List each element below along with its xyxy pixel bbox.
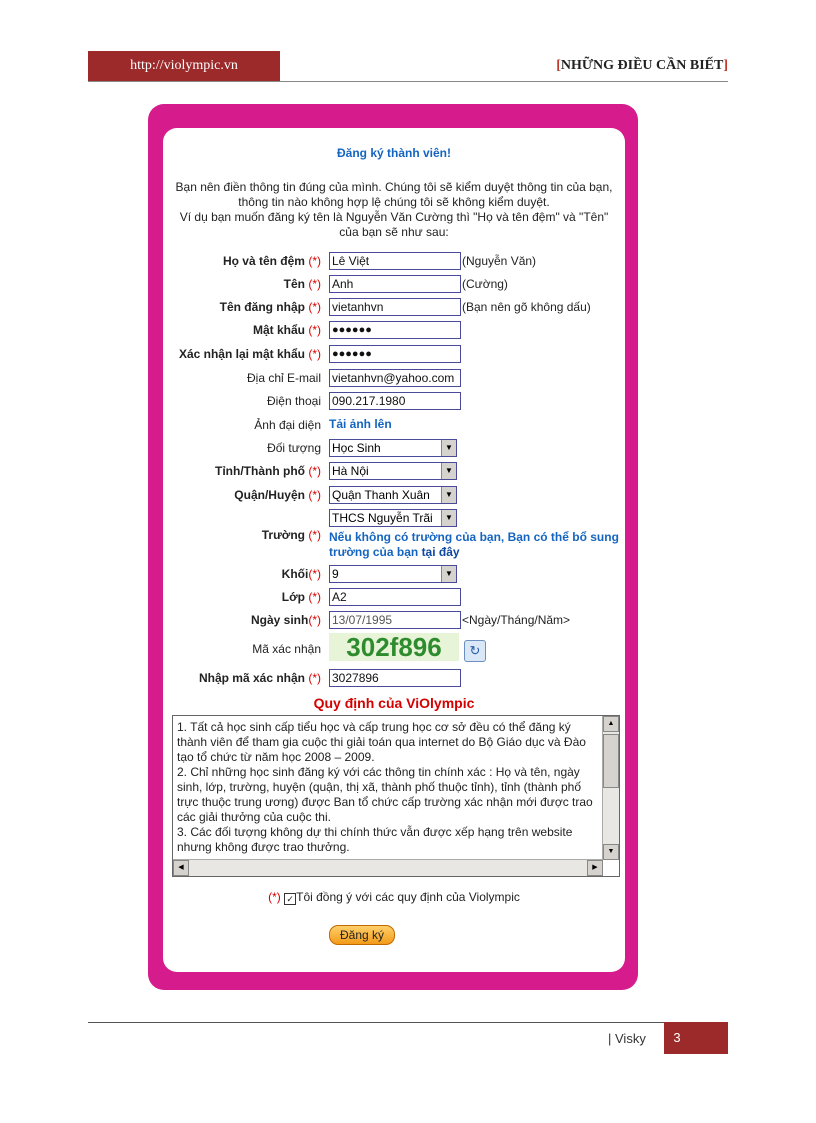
password-input[interactable]: ●●●●●● xyxy=(329,321,461,339)
form-intro: Bạn nên điền thông tin đúng của mình. Chúng tôi sẽ kiểm duyệt thông tin của bạn, thông tin nào không hợp lệ chúng tôi sẽ không kiểm duyệt. Ví dụ bạn muốn đăng ký tên là Nguyễn Văn Cường thì "Họ và tên đệm" và "Tên" của bạn sẽ như sau: xyxy=(175,180,613,239)
label-truong: Trường (*) xyxy=(261,528,321,542)
ten-hint: (Cường) xyxy=(462,277,508,291)
footer-rule xyxy=(88,1022,728,1023)
register-button[interactable]: Đăng ký xyxy=(329,925,395,945)
header-url: http://violympic.vn xyxy=(130,58,238,73)
scroll-up-icon[interactable]: ▲ xyxy=(603,716,619,732)
scroll-right-icon[interactable]: ▶ xyxy=(587,860,603,876)
agree-text: Tôi đồng ý với các quy định của Violympic xyxy=(296,890,520,904)
username-input[interactable]: vietanhvn xyxy=(329,298,461,316)
label-ma-xac-nhan: Mã xác nhận xyxy=(252,642,321,656)
label-mat-khau: Mật khẩu (*) xyxy=(252,323,321,337)
form-title: Đăng ký thành viên! xyxy=(336,146,452,160)
chevron-down-icon: ▼ xyxy=(441,487,456,503)
truong-select[interactable]: THCS Nguyễn Trãi ▼ xyxy=(329,509,457,527)
label-email: Địa chỉ E-mail xyxy=(246,371,321,385)
label-lop: Lớp (*) xyxy=(281,590,321,604)
label-quan: Quận/Huyện (*) xyxy=(234,488,321,502)
label-ngay-sinh: Ngày sinh(*) xyxy=(250,613,321,627)
agree-row: (*) ✓ Tôi đồng ý với các quy định của Violympic xyxy=(268,890,520,904)
label-dien-thoai: Điện thoại xyxy=(266,394,321,408)
scroll-thumb[interactable] xyxy=(603,734,619,788)
label-ten: Tên (*) xyxy=(283,277,321,291)
rules-title: Quy định của ViOlympic xyxy=(313,695,475,711)
birthdate-input[interactable]: 13/07/1995 xyxy=(329,611,461,629)
label-anh: Ảnh đại diện xyxy=(254,418,321,432)
label-ho-dem: Họ và tên đệm (*) xyxy=(222,254,321,268)
rules-textarea[interactable] xyxy=(172,715,620,877)
doi-tuong-select[interactable]: Học Sinh ▼ xyxy=(329,439,457,457)
birthdate-hint: <Ngày/Tháng/Năm> xyxy=(462,613,571,627)
truong-note: Nếu không có trường của bạn, Bạn có thể bổ sung trường của bạn tại đây xyxy=(329,530,619,559)
footer-brand: | Visky xyxy=(608,1031,646,1046)
captcha-input[interactable]: 3027896 xyxy=(329,669,461,687)
label-xac-nhan-mk: Xác nhận lại mật khẩu (*) xyxy=(178,347,321,361)
label-ten-dang-nhap: Tên đăng nhập (*) xyxy=(219,300,321,314)
chevron-down-icon: ▼ xyxy=(441,440,456,456)
label-doi-tuong: Đối tượng xyxy=(267,441,321,455)
khoi-select[interactable]: 9 ▼ xyxy=(329,565,457,583)
chevron-down-icon: ▼ xyxy=(441,463,456,479)
scroll-left-icon[interactable]: ◀ xyxy=(173,860,189,876)
rules-text: 1. Tất cả học sinh cấp tiểu học và cấp trung học cơ sở đều có thể đăng ký thành viên để tham gia cuộc thi giải toán qua internet do Bộ Giáo dục và Đào tạo tổ chức từ năm học 2008 – 2009. 2. Chỉ những học sinh đăng ký với các thông tin chính xác : Họ và tên, ngày sinh, lớp, trường, huyện (quận, thị xã, thành phố thuộc tỉnh), tỉnh (thành phố trực thuộc trung ương) được Ban tổ chức cấp trường xác nhận mới được trao các giải thưởng của cuộc thi. 3. Các đối tượng không dự thi chính thức vẫn được xếp hạng trên website nhưng không được trao thưởng. xyxy=(177,720,593,854)
header-title: [NHỮNG ĐIỀU CẦN BIẾT] xyxy=(556,58,728,73)
phone-input[interactable]: 090.217.1980 xyxy=(329,392,461,410)
label-tinh: Tỉnh/Thành phố (*) xyxy=(215,464,321,478)
confirm-password-input[interactable]: ●●●●●● xyxy=(329,345,461,363)
scroll-down-icon[interactable]: ▼ xyxy=(603,844,619,860)
add-school-link[interactable]: tại đây xyxy=(421,545,460,559)
header-rule xyxy=(88,81,728,82)
refresh-icon[interactable]: ↻ xyxy=(464,640,486,662)
label-nhap-ma: Nhập mã xác nhận (*) xyxy=(198,671,321,685)
agree-checkbox[interactable]: ✓ xyxy=(284,893,296,905)
lop-input[interactable]: A2 xyxy=(329,588,461,606)
vertical-scrollbar[interactable] xyxy=(602,716,619,860)
ho-dem-input[interactable]: Lê Việt xyxy=(329,252,461,270)
chevron-down-icon: ▼ xyxy=(441,510,456,526)
tinh-select[interactable]: Hà Nội ▼ xyxy=(329,462,457,480)
ten-input[interactable]: Anh xyxy=(329,275,461,293)
page-number: 3 xyxy=(673,1030,681,1045)
upload-avatar-link[interactable]: Tải ảnh lên xyxy=(329,417,392,431)
ho-dem-hint: (Nguyễn Văn) xyxy=(462,254,537,268)
username-hint: (Bạn nên gõ không dấu) xyxy=(462,300,591,314)
quan-select[interactable]: Quận Thanh Xuân ▼ xyxy=(329,486,457,504)
label-khoi: Khối(*) xyxy=(281,567,321,581)
chevron-down-icon: ▼ xyxy=(441,566,456,582)
horizontal-scrollbar[interactable] xyxy=(173,859,603,876)
captcha-image: 302f896 xyxy=(329,633,459,661)
email-input[interactable]: vietanhvn@yahoo.com xyxy=(329,369,461,387)
